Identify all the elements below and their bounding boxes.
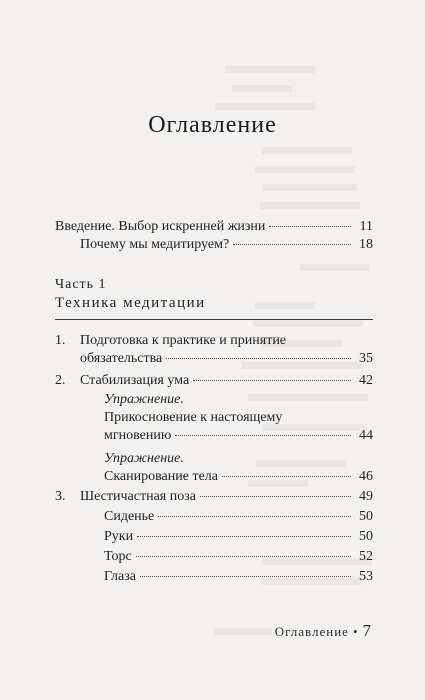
toc-entry-intro: [55, 218, 373, 236]
toc-entry-title: Почему мы медитируем?: [80, 237, 230, 252]
toc-page-number: 53: [359, 569, 373, 584]
toc-entry-subsection: [104, 528, 373, 546]
show-through-mark: [214, 628, 272, 635]
toc-entry-subsection: [104, 548, 373, 566]
toc-page-number: 42: [359, 373, 373, 388]
show-through-mark: [255, 166, 355, 173]
toc-page-number: 49: [359, 489, 373, 504]
toc-entry-title: Руки: [104, 529, 134, 544]
toc-entry-title: Подготовка к практике и принятие: [80, 333, 287, 348]
toc-page-number: 50: [359, 529, 373, 544]
show-through-mark: [232, 85, 292, 92]
toc-entry-title-cont: обязательства: [80, 351, 163, 366]
leader-dots: [233, 244, 351, 245]
page-number: 7: [362, 621, 372, 640]
leader-dots: [136, 556, 351, 557]
leader-dots: [175, 435, 351, 436]
show-through-mark: [262, 184, 357, 191]
chapter-number: 1.: [55, 333, 66, 348]
toc-entry-chapter-3: [80, 488, 373, 506]
page-title: Оглавление: [148, 112, 277, 138]
show-through-mark: [262, 147, 352, 154]
toc-entry-title: Торс: [104, 549, 132, 564]
show-through-mark: [253, 320, 363, 327]
leader-dots: [137, 536, 351, 537]
toc-entry-chapter-2: [80, 372, 373, 390]
show-through-mark: [300, 264, 370, 271]
toc-entry-exercise-1: [104, 391, 373, 445]
toc-entry-subsection: [104, 568, 373, 586]
footer-section-title: Оглавление: [274, 624, 349, 639]
leader-dots: [158, 516, 351, 517]
toc-page-number: 44: [359, 428, 373, 443]
toc-entry-title-cont: мгновению: [104, 428, 172, 443]
show-through-mark: [255, 302, 315, 309]
toc-entry-intro-sub: [80, 236, 373, 254]
part-label: Часть 1: [55, 277, 107, 292]
toc-entry-exercise-2: [104, 450, 373, 486]
toc-entry-title: Стабилизация ума: [80, 373, 190, 388]
leader-dots: [269, 226, 351, 227]
toc-page-number: 35: [359, 351, 373, 366]
toc-entry-title: Прикосновение к настоящему: [104, 410, 283, 425]
running-footer: [275, 621, 372, 641]
toc-page-number: 50: [359, 509, 373, 524]
show-through-mark: [225, 66, 315, 73]
show-through-mark: [260, 202, 360, 209]
toc-entry-title: Сиденье: [104, 509, 155, 524]
toc-page-number: 46: [359, 469, 373, 484]
toc-entry-title: Шестичастная поза: [80, 489, 196, 504]
section-divider: [55, 319, 373, 320]
part-title: Техника медитации: [55, 295, 206, 311]
leader-dots: [140, 576, 351, 577]
chapter-number: 2.: [55, 373, 66, 388]
toc-entry-subsection: [104, 508, 373, 526]
leader-dots: [166, 358, 351, 359]
toc-page-number: 11: [359, 219, 373, 234]
exercise-label: Упражнение.: [104, 392, 184, 407]
toc-entry-title: Введение. Выбор искренней жизни: [55, 219, 266, 234]
leader-dots: [200, 496, 351, 497]
leader-dots: [222, 476, 351, 477]
toc-page-number: 52: [359, 549, 373, 564]
show-through-mark: [215, 103, 315, 110]
toc-page-number: 18: [359, 237, 373, 252]
toc-entry-chapter-1: [80, 332, 373, 368]
footer-bullet: •: [352, 624, 359, 639]
chapter-number: 3.: [55, 489, 66, 504]
exercise-label: Упражнение.: [104, 451, 184, 466]
leader-dots: [193, 380, 351, 381]
toc-entry-title: Сканирование тела: [104, 469, 218, 484]
toc-entry-title: Глаза: [104, 569, 136, 584]
